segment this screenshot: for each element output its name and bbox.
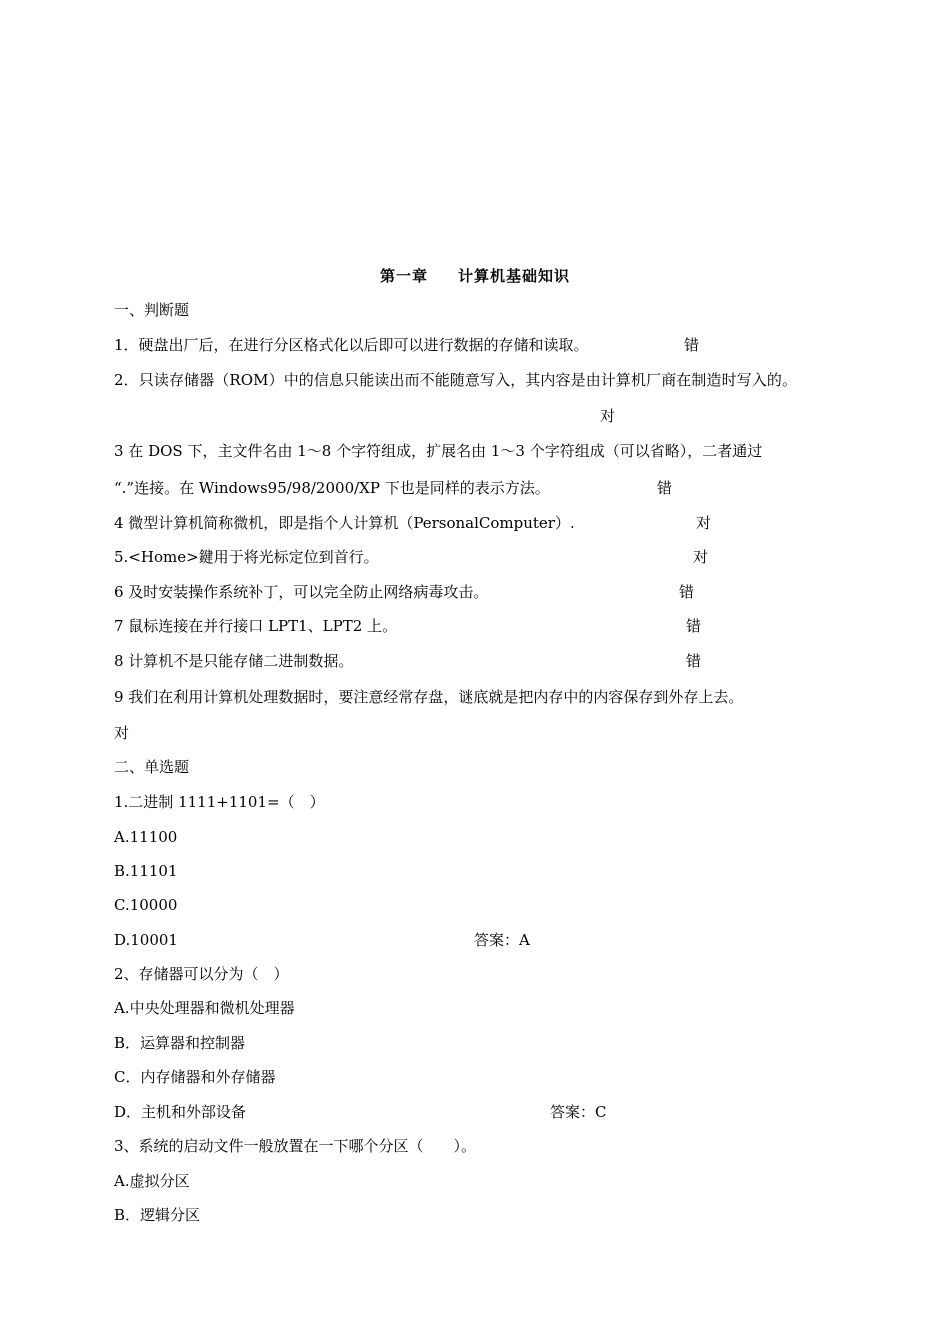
mc3-option-a: A.虚拟分区 (114, 1172, 190, 1190)
tf-answer-4: 对 (696, 514, 712, 532)
tf-answer-7: 错 (686, 617, 702, 635)
mc-question-3: 3、系统的启动文件一般放置在一下哪个分区（ ）。 (114, 1137, 477, 1155)
mc1-answer: 答案：A (474, 931, 530, 949)
tf-question-4: 4 微型计算机简称微机，即是指个人计算机（PersonalComputer）. (114, 514, 575, 532)
mc2-option-a: A.中央处理器和微机处理器 (114, 999, 295, 1017)
tf-answer-2: 对 (600, 407, 616, 425)
tf-question-1: 1．硬盘出厂后，在进行分区格式化以后即可以进行数据的存储和读取。 (114, 336, 589, 354)
mc1-option-b: B.11101 (114, 862, 178, 880)
tf-question-6: 6 及时安装操作系统补丁，可以完全防止网络病毒攻击。 (114, 583, 489, 601)
mc2-option-d: D．主机和外部设备 (114, 1103, 247, 1121)
mc2-answer: 答案：C (550, 1103, 607, 1121)
chapter-name: 计算机基础知识 (458, 267, 571, 285)
mc1-option-d: D.10001 (114, 931, 178, 949)
mc3-option-b: B．逻辑分区 (114, 1206, 201, 1224)
tf-answer-3: 错 (657, 479, 673, 497)
tf-answer-1: 错 (684, 336, 700, 354)
mc1-option-c: C.10000 (114, 896, 178, 914)
tf-question-2: 2．只读存储器（ROM）中的信息只能读出而不能随意写入，其内容是由计算机厂商在制造时写入的。 (114, 371, 798, 389)
tf-question-8: 8 计算机不是只能存储二进制数据。 (114, 652, 354, 670)
mc2-option-b: B．运算器和控制器 (114, 1034, 246, 1052)
section-heading-true-false: 一、判断题 (114, 301, 190, 319)
mc1-option-a: A.11100 (114, 828, 178, 846)
mc-question-1: 1.二进制 1111+1101=（ ） (114, 793, 325, 811)
tf-answer-5: 对 (693, 548, 709, 566)
tf-answer-8: 错 (686, 652, 702, 670)
tf-question-7: 7 鼠标连接在并行接口 LPT1、LPT2 上。 (114, 617, 398, 635)
tf-question-9: 9 我们在利用计算机处理数据时，要注意经常存盘，谜底就是把内存中的内容保存到外存上去。 (114, 688, 744, 706)
tf-answer-6: 错 (679, 583, 695, 601)
tf-question-3-cont: “.”连接。在 Windows95/98/2000/XP 下也是同样的表示方法。 (114, 479, 550, 497)
tf-answer-9: 对 (114, 724, 130, 742)
mc2-option-c: C．内存储器和外存储器 (114, 1068, 276, 1086)
chapter-number: 第一章 (380, 267, 429, 285)
tf-question-5: 5.<Home>鍵用于将光标定位到首行。 (114, 548, 379, 566)
mc-question-2: 2、存储器可以分为（ ） (114, 965, 289, 983)
tf-question-3: 3 在 DOS 下，主文件名由 1～8 个字符组成，扩展名由 1～3 个字符组成（可以省略），二者通过 (114, 442, 763, 460)
chapter-title (380, 266, 570, 286)
section-heading-single-choice: 二、单选题 (114, 758, 190, 776)
